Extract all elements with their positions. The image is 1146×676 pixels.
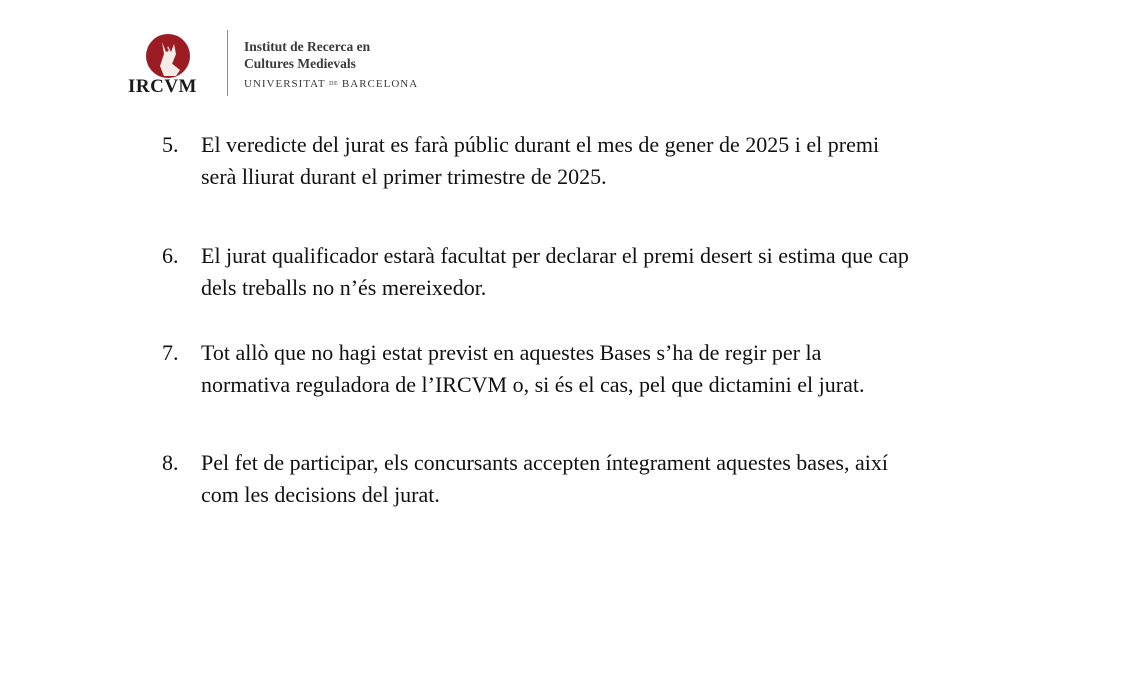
university-de: DE <box>329 81 339 87</box>
item-line: El veredicte del jurat es farà públic durant el mes de gener de 2025 i el premi <box>201 132 880 157</box>
item-text <box>201 447 1036 511</box>
university-pre: UNIVERSITAT <box>244 78 326 91</box>
item-number: 7. <box>162 340 179 365</box>
item-line: dels treballs no n’és mereixedor. <box>201 275 487 300</box>
item-line: El jurat qualificador estarà facultat per declarar el premi desert si estima que cap <box>201 243 909 268</box>
university-name <box>244 76 418 93</box>
item-line: serà lliurat durant el primer trimestre de 2025. <box>201 164 607 189</box>
item-line: com les decisions del jurat. <box>201 482 440 507</box>
ircvm-emblem-icon <box>140 32 196 80</box>
university-post: BARCELONA <box>341 78 419 91</box>
institute-line-1: Institut de Recerca en <box>244 39 371 54</box>
institute-line-2: Cultures Medievals <box>244 56 356 71</box>
ircvm-logo <box>128 28 210 100</box>
item-line: Tot allò que no hagi estat previst en aquestes Bases s’ha de regir per la <box>201 340 822 365</box>
item-line: normativa reguladora de l’IRCVM o, si és el cas, pel que dictamini el jurat. <box>201 372 865 397</box>
item-number: 6. <box>162 243 179 268</box>
item-text <box>201 337 1036 401</box>
header-divider <box>227 30 228 96</box>
logo-text: IRCVM <box>128 76 197 97</box>
item-number: 8. <box>162 450 179 475</box>
item-number: 5. <box>162 132 179 157</box>
item-text <box>201 240 1036 304</box>
institute-name <box>244 38 418 93</box>
document-header <box>128 28 468 100</box>
item-text <box>201 129 1036 193</box>
item-line: Pel fet de participar, els concursants accepten íntegrament aquestes bases, així <box>201 450 888 475</box>
